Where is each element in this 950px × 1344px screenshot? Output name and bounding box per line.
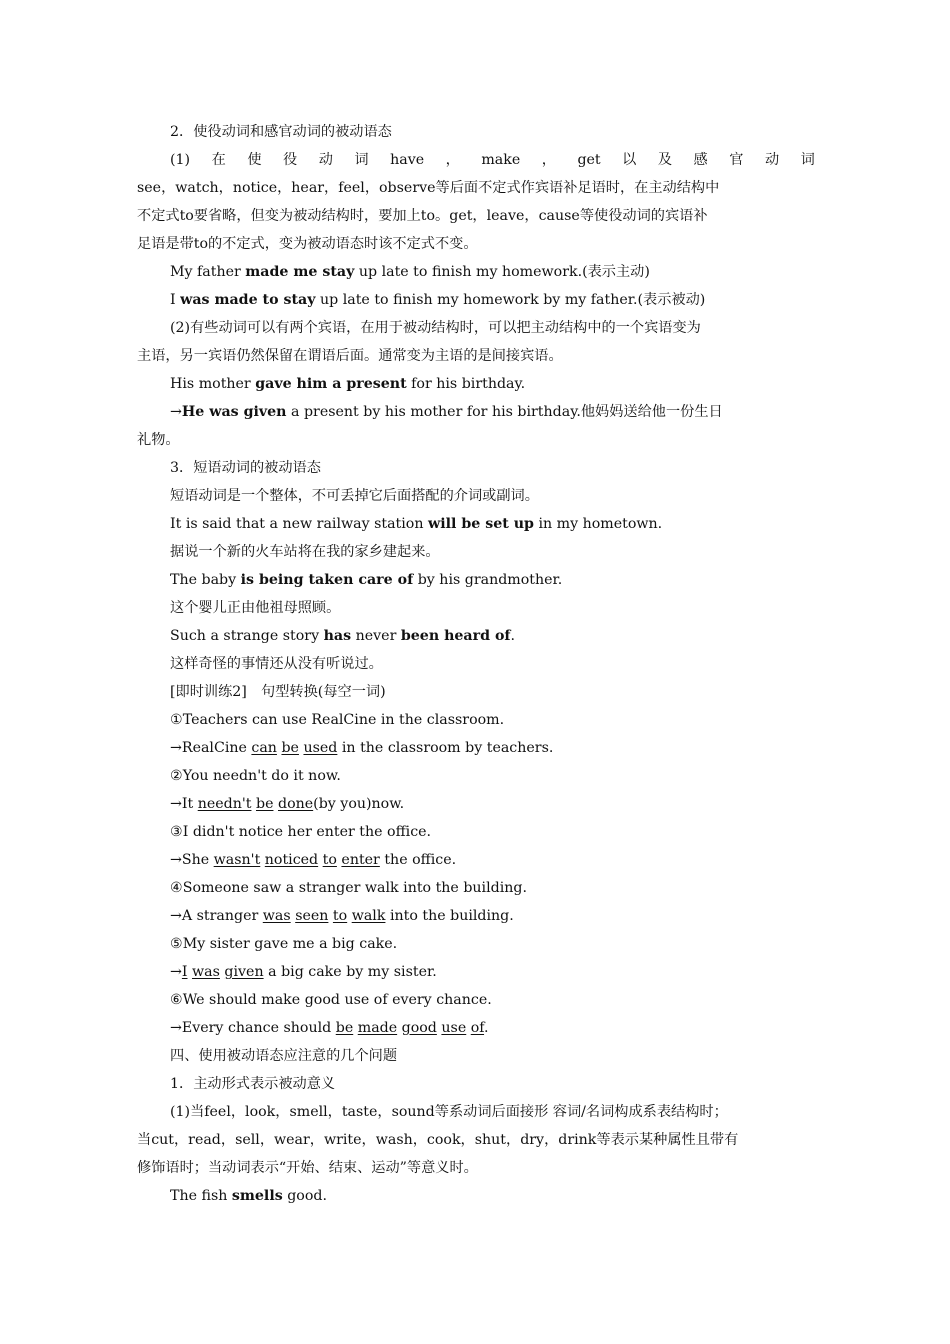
text-run: ②You needn't do it now. [170,768,341,784]
text-run: in my hometown. [533,516,663,532]
text-line [170,570,815,590]
text-line [170,962,815,982]
text-run: make [481,152,521,168]
text-run: 使 [247,152,262,168]
text-line [170,850,815,870]
text-line [170,458,815,478]
text-line [170,990,815,1010]
answer-blank: was [192,964,220,980]
text-line [137,234,815,254]
answer-blank: to [332,908,348,924]
text-run: 1．主动形式表示被动意义 [170,1076,336,1092]
text-line [170,1074,815,1094]
text-line [170,1186,815,1206]
text-run: a present by his mother for his birthday.他妈妈送给他一份生日 [286,404,723,420]
text-run: get [577,152,601,168]
text-run: 礼物。 [137,432,180,448]
text-line [137,178,815,198]
bold-phrase: made me stay [245,264,355,280]
text-line [137,206,815,226]
text-run: 词 [800,152,815,168]
text-run: 3．短语动词的被动语态 [170,460,321,476]
answer-blank: to [322,852,337,868]
text-line [170,766,815,786]
answer-blank: walk [351,908,386,924]
text-run: 修饰语时；当动词表示“开始、结束、运动”等意义时。 [137,1160,478,1176]
text-run: (1)当feel，look，smell，taste，sound等系动词后面接形 容词/名词构成系表结构时； [170,1104,728,1120]
text-line [170,374,815,394]
text-run: 感 [693,152,708,168]
text-run: see，watch，notice，hear，feel，observe等后面不定式作宾语补足语时，在主动结构中 [137,180,720,196]
text-run: [即时训练2] 句型转换(每空一词) [170,684,386,700]
text-run: . [484,1020,489,1036]
bold-phrase: He was given [181,404,287,420]
text-run: (by you)now. [313,796,405,812]
text-line [137,346,815,366]
text-run: never [351,628,401,644]
text-run: →She [170,852,214,868]
answer-blank: given [224,964,264,980]
text-run: →A stranger [170,908,263,924]
text-run: 足语是带to的不定式，变为被动语态时该不定式不变。 [137,236,478,252]
text-run: My father [170,264,246,280]
text-line [170,1102,815,1122]
bold-phrase: gave him a present [255,376,407,392]
answer-blank: be [281,740,299,756]
text-line [170,598,815,618]
text-line [170,1018,815,1038]
text-run: The fish [170,1188,232,1204]
text-line [137,1158,815,1178]
text-run: 这样奇怪的事情还从没有听说过。 [170,656,383,672]
text-run: →It [170,796,198,812]
text-line [170,906,815,926]
text-line [170,878,815,898]
text-run: 短语动词是一个整体，不可丢掉它后面搭配的介词或副词。 [170,488,539,504]
text-line [137,430,815,450]
text-run: ， [445,152,460,168]
text-line [170,934,815,954]
text-run: ④Someone saw a stranger walk into the building. [170,880,527,896]
text-run: a big cake by my sister. [263,964,437,980]
text-run: 动 [764,152,780,168]
text-run: 当cut，read，sell，wear，write，wash，cook，shut，dry，drink等表示某种属性且带有 [137,1132,739,1148]
text-line [170,710,815,730]
text-line [170,654,815,674]
text-run: 以 [622,152,637,168]
text-run: 2．使役动词和感官动词的被动语态 [170,124,392,140]
answer-blank: noticed [264,852,319,868]
text-run: 在 [211,152,226,168]
text-line [170,122,815,142]
answer-blank: be [255,796,274,812]
text-run: ⑤My sister gave me a big cake. [170,936,398,952]
text-line [170,402,815,422]
text-run: in the classroom by teachers. [337,740,554,756]
text-run: →Every chance should [170,1020,336,1036]
text-run: 四、使用被动语态应注意的几个问题 [170,1048,398,1064]
text-run: Such a strange story [170,628,324,644]
text-run: → [170,964,182,980]
text-run: 词 [354,152,369,168]
text-run: It is said that a new railway station [170,516,428,532]
answer-blank: made [357,1020,398,1036]
text-run: by his grandmother. [413,572,563,588]
text-run: (1) [170,152,191,168]
answer-blank: can [251,740,277,756]
text-run: for his birthday. [406,376,526,392]
text-run: → [170,404,182,420]
text-run: 据说一个新的火车站将在我的家乡建起来。 [170,544,440,560]
text-run: good. [282,1188,327,1204]
text-line [170,542,815,562]
text-run: ①Teachers can use RealCine in the classroom. [170,712,505,728]
text-run: ， [541,152,556,168]
answer-blank: needn't [197,796,252,812]
bold-phrase: is being taken care of [240,572,414,588]
text-line [170,682,815,702]
text-run: ⑥We should make good use of every chance. [170,992,492,1008]
answer-blank: be [335,1020,354,1036]
text-line [170,150,815,170]
text-line [170,738,815,758]
bold-phrase: been heard of [400,628,511,644]
text-line [170,514,815,534]
bold-phrase: was made to stay [180,292,316,308]
answer-blank: good [401,1020,437,1036]
text-run: 这个婴儿正由他祖母照顾。 [170,600,341,616]
text-line [170,1046,815,1066]
answer-blank: done [277,796,314,812]
text-run: 主语，另一宾语仍然保留在谓语后面。通常变为主语的是间接宾语。 [137,348,563,364]
answer-blank: enter [341,852,380,868]
text-line [170,486,815,506]
bold-phrase: has [323,628,352,644]
answer-blank: wasn't [213,852,261,868]
bold-phrase: smells [231,1188,283,1204]
text-run: up late to finish my homework.(表示主动) [354,264,650,280]
text-run: into the building. [385,908,514,924]
text-run: His mother [170,376,256,392]
text-run: (2)有些动词可以有两个宾语，在用于被动结构时，可以把主动结构中的一个宾语变为 [170,320,701,336]
text-line [170,290,815,310]
text-run: the office. [379,852,457,868]
text-run: 及 [657,152,673,168]
answer-blank: use [441,1020,467,1036]
bold-phrase: will be set up [428,516,534,532]
text-line [170,794,815,814]
text-run: ③I didn't notice her enter the office. [170,824,432,840]
text-run: 动 [318,152,333,168]
text-line [170,318,815,338]
text-run: I [170,292,181,308]
text-run: 官 [729,152,744,168]
answer-blank: of [470,1020,485,1036]
text-line [137,1130,815,1150]
text-line [170,822,815,842]
text-run: The baby [170,572,241,588]
text-run: up late to finish my homework by my father.(表示被动) [315,292,706,308]
answer-blank: was [262,908,291,924]
text-line [170,626,815,646]
answer-blank: I [181,964,188,980]
text-run: 不定式to要省略，但变为被动结构时，要加上to。get，leave，cause等使役动词的宾语补 [137,208,708,224]
answer-blank: used [303,740,338,756]
text-run: . [510,628,516,644]
text-run: →RealCine [170,740,252,756]
answer-blank: seen [295,908,329,924]
text-run: 役 [283,152,298,168]
text-line [170,262,815,282]
text-run: have [390,152,425,168]
